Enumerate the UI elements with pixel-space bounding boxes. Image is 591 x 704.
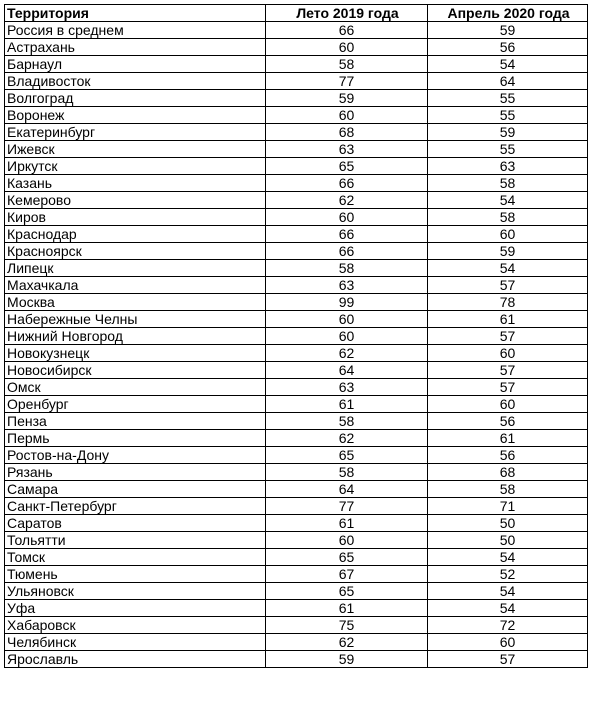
summer-2019-cell: 62 <box>266 345 428 362</box>
territory-cell: Казань <box>5 175 266 192</box>
territory-cell: Уфа <box>5 600 266 617</box>
table-row <box>5 617 588 634</box>
territory-cell: Россия в среднем <box>5 22 266 39</box>
summer-2019-cell: 77 <box>266 73 428 90</box>
table-row <box>5 294 588 311</box>
april-2020-cell: 54 <box>428 583 588 600</box>
territory-cell: Иркутск <box>5 158 266 175</box>
summer-2019-cell: 61 <box>266 515 428 532</box>
territory-cell: Тольятти <box>5 532 266 549</box>
april-2020-cell: 68 <box>428 464 588 481</box>
april-2020-cell: 59 <box>428 22 588 39</box>
table-row <box>5 430 588 447</box>
summer-2019-cell: 65 <box>266 583 428 600</box>
territory-cell: Саратов <box>5 515 266 532</box>
table-row <box>5 56 588 73</box>
summer-2019-cell: 62 <box>266 634 428 651</box>
territory-cell: Нижний Новгород <box>5 328 266 345</box>
summer-2019-cell: 77 <box>266 498 428 515</box>
header-summer-2019: Лето 2019 года <box>266 5 428 22</box>
table-row <box>5 447 588 464</box>
summer-2019-cell: 68 <box>266 124 428 141</box>
table-row <box>5 396 588 413</box>
table-row <box>5 158 588 175</box>
april-2020-cell: 55 <box>428 141 588 158</box>
territory-cell: Ульяновск <box>5 583 266 600</box>
table-row <box>5 651 588 668</box>
april-2020-cell: 57 <box>428 277 588 294</box>
table-row <box>5 634 588 651</box>
april-2020-cell: 71 <box>428 498 588 515</box>
table-row <box>5 498 588 515</box>
table-row <box>5 464 588 481</box>
summer-2019-cell: 99 <box>266 294 428 311</box>
table-row <box>5 583 588 600</box>
table-row <box>5 124 588 141</box>
table-row <box>5 209 588 226</box>
territory-cell: Кемерово <box>5 192 266 209</box>
summer-2019-cell: 62 <box>266 192 428 209</box>
table-row <box>5 73 588 90</box>
territory-cell: Омск <box>5 379 266 396</box>
table-row <box>5 413 588 430</box>
april-2020-cell: 63 <box>428 158 588 175</box>
april-2020-cell: 57 <box>428 379 588 396</box>
territory-cell: Волгоград <box>5 90 266 107</box>
data-table <box>4 4 588 668</box>
table-row <box>5 260 588 277</box>
april-2020-cell: 58 <box>428 209 588 226</box>
summer-2019-cell: 66 <box>266 243 428 260</box>
summer-2019-cell: 61 <box>266 600 428 617</box>
april-2020-cell: 58 <box>428 175 588 192</box>
table-row <box>5 39 588 56</box>
table-row <box>5 345 588 362</box>
table-row <box>5 379 588 396</box>
summer-2019-cell: 63 <box>266 277 428 294</box>
territory-cell: Томск <box>5 549 266 566</box>
april-2020-cell: 56 <box>428 39 588 56</box>
territory-cell: Краснодар <box>5 226 266 243</box>
territory-cell: Ижевск <box>5 141 266 158</box>
territory-cell: Барнаул <box>5 56 266 73</box>
summer-2019-cell: 58 <box>266 260 428 277</box>
summer-2019-cell: 60 <box>266 311 428 328</box>
april-2020-cell: 60 <box>428 396 588 413</box>
table-row <box>5 515 588 532</box>
summer-2019-cell: 60 <box>266 107 428 124</box>
april-2020-cell: 55 <box>428 107 588 124</box>
territory-cell: Астрахань <box>5 39 266 56</box>
table-row <box>5 600 588 617</box>
april-2020-cell: 60 <box>428 634 588 651</box>
april-2020-cell: 60 <box>428 345 588 362</box>
april-2020-cell: 57 <box>428 651 588 668</box>
april-2020-cell: 64 <box>428 73 588 90</box>
table-body <box>5 22 588 668</box>
territory-cell: Ростов-на-Дону <box>5 447 266 464</box>
table-row <box>5 311 588 328</box>
summer-2019-cell: 65 <box>266 549 428 566</box>
summer-2019-cell: 62 <box>266 430 428 447</box>
summer-2019-cell: 58 <box>266 464 428 481</box>
table-row <box>5 481 588 498</box>
territory-cell: Новосибирск <box>5 362 266 379</box>
summer-2019-cell: 64 <box>266 362 428 379</box>
april-2020-cell: 54 <box>428 260 588 277</box>
territory-cell: Пенза <box>5 413 266 430</box>
summer-2019-cell: 58 <box>266 56 428 73</box>
table-row <box>5 566 588 583</box>
april-2020-cell: 61 <box>428 311 588 328</box>
header-april-2020: Апрель 2020 года <box>428 5 588 22</box>
april-2020-cell: 54 <box>428 549 588 566</box>
summer-2019-cell: 61 <box>266 396 428 413</box>
table-row <box>5 532 588 549</box>
territory-cell: Киров <box>5 209 266 226</box>
april-2020-cell: 52 <box>428 566 588 583</box>
summer-2019-cell: 64 <box>266 481 428 498</box>
april-2020-cell: 54 <box>428 600 588 617</box>
april-2020-cell: 59 <box>428 124 588 141</box>
territory-cell: Воронеж <box>5 107 266 124</box>
summer-2019-cell: 60 <box>266 532 428 549</box>
territory-cell: Ярославль <box>5 651 266 668</box>
territory-cell: Москва <box>5 294 266 311</box>
april-2020-cell: 78 <box>428 294 588 311</box>
table-row <box>5 362 588 379</box>
table-row <box>5 141 588 158</box>
table-row <box>5 243 588 260</box>
table-row <box>5 175 588 192</box>
table-row <box>5 328 588 345</box>
summer-2019-cell: 65 <box>266 158 428 175</box>
table-row <box>5 277 588 294</box>
summer-2019-cell: 66 <box>266 175 428 192</box>
territory-cell: Махачкала <box>5 277 266 294</box>
territory-cell: Оренбург <box>5 396 266 413</box>
april-2020-cell: 50 <box>428 532 588 549</box>
header-territory: Территория <box>5 5 266 22</box>
table-row <box>5 22 588 39</box>
april-2020-cell: 72 <box>428 617 588 634</box>
territory-cell: Тюмень <box>5 566 266 583</box>
header-row <box>5 5 588 22</box>
table-row <box>5 90 588 107</box>
territory-cell: Самара <box>5 481 266 498</box>
territory-cell: Пермь <box>5 430 266 447</box>
summer-2019-cell: 60 <box>266 328 428 345</box>
april-2020-cell: 54 <box>428 56 588 73</box>
april-2020-cell: 59 <box>428 243 588 260</box>
territory-cell: Новокузнецк <box>5 345 266 362</box>
territory-cell: Липецк <box>5 260 266 277</box>
summer-2019-cell: 66 <box>266 226 428 243</box>
territory-cell: Екатеринбург <box>5 124 266 141</box>
april-2020-cell: 56 <box>428 413 588 430</box>
april-2020-cell: 50 <box>428 515 588 532</box>
table-row <box>5 107 588 124</box>
territory-cell: Красноярск <box>5 243 266 260</box>
april-2020-cell: 55 <box>428 90 588 107</box>
summer-2019-cell: 60 <box>266 39 428 56</box>
summer-2019-cell: 63 <box>266 379 428 396</box>
april-2020-cell: 58 <box>428 481 588 498</box>
summer-2019-cell: 60 <box>266 209 428 226</box>
april-2020-cell: 61 <box>428 430 588 447</box>
summer-2019-cell: 65 <box>266 447 428 464</box>
april-2020-cell: 56 <box>428 447 588 464</box>
summer-2019-cell: 67 <box>266 566 428 583</box>
april-2020-cell: 60 <box>428 226 588 243</box>
summer-2019-cell: 59 <box>266 90 428 107</box>
summer-2019-cell: 66 <box>266 22 428 39</box>
territory-cell: Челябинск <box>5 634 266 651</box>
summer-2019-cell: 59 <box>266 651 428 668</box>
territory-cell: Рязань <box>5 464 266 481</box>
territory-cell: Набережные Челны <box>5 311 266 328</box>
april-2020-cell: 57 <box>428 362 588 379</box>
territory-cell: Хабаровск <box>5 617 266 634</box>
table-row <box>5 549 588 566</box>
table-row <box>5 226 588 243</box>
summer-2019-cell: 63 <box>266 141 428 158</box>
summer-2019-cell: 75 <box>266 617 428 634</box>
territory-cell: Санкт-Петербург <box>5 498 266 515</box>
april-2020-cell: 54 <box>428 192 588 209</box>
table-row <box>5 192 588 209</box>
territory-cell: Владивосток <box>5 73 266 90</box>
april-2020-cell: 57 <box>428 328 588 345</box>
summer-2019-cell: 58 <box>266 413 428 430</box>
